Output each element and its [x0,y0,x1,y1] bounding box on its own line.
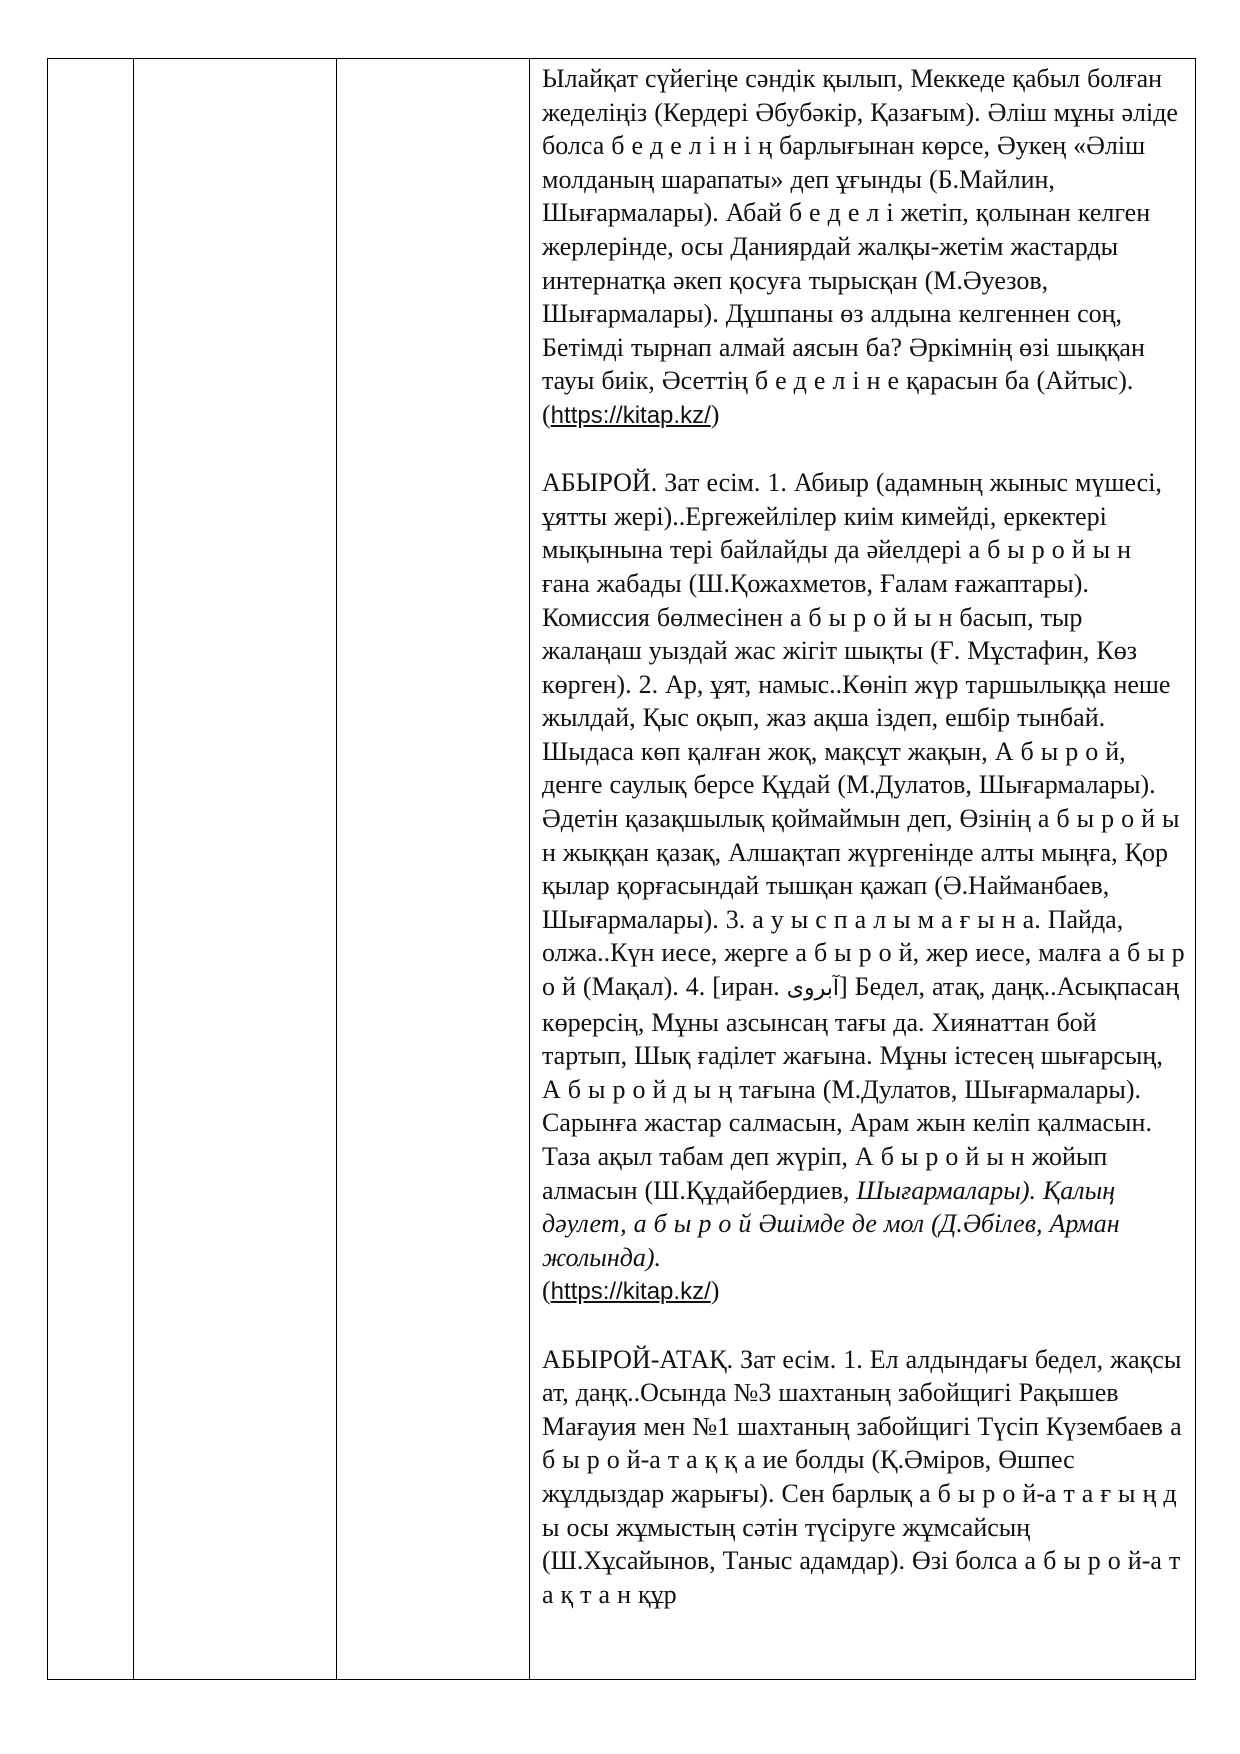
empty-cell-1 [48,59,134,1680]
entry-bedel: Ылайқат сүйегіңе сәндік қылып, Меккеде қабыл болған жеделіңіз (Кердері Әбубәкір, Қазағым). Әліш мұны әліде болса б е д е л і н і ң барлығынан көрсе, Әукең «Әліш молданың шарапаты» деп ұғынды (Б.Майлин, Шығармалары). Абай б е д е л і жетіп, қолынан келген жерлерінде, осы Даниярдай жалқы-жетім жастарды интернатқа әкеп қосуға тырысқан (М.Әуезов, Шығармалары). Дұшпаны өз алдына келгеннен соң, Бетімді тырнап алмай аясын ба? Әркімнің өзі шыққан тауы биік, Әсеттің б е д е л і н е қарасын ба (Айтыс). (https://kitap.kz/) [542,64,1178,429]
document-table [47,58,1196,1680]
entry-abyroi-text-1: АБЫРОЙ. Зат есім. 1. Абиыр (адамның жыныс мүшесі, ұятты жері)..Ергежейлілер киім кимейді, еркектері мықынына тері байлайды да әйелдері а б ы р о й ы н ғана жабады (Ш.Қожахметов, Ғалам ғажаптары). Комиссия бөлмесінен а б ы р о й ы н басып, тыр жалаңаш уыздай жас жігіт шықты (Ғ. Мұстафин, Көз көрген). 2. Ар, ұят, намыс..Көніп жүр таршылыққа неше жылдай, Қыс оқып, жаз ақша іздеп, ешбір тынбай. Шыдаса көп қалған жоқ, мақсұт жақын, А б ы р о й, денге саулық берсе Құдай (М.Дулатов, Шығармалары). Әдетін қазақшылық қоймаймын деп, Өзінің а б ы р о й ы н жыққан қазақ, Алшақтап жүргенінде алты мыңға, Қор қылар қорғасындай тышқан қажап (Ә.Найманбаев, Шығармалары). 3. а у ы с п а л ы м а ғ ы н а. Пайда, олжа..Күн иесе, жерге а б ы р о й, жер иесе, малға а б ы р о й (Мақал). 4. [иран. [542,468,1185,1002]
arabic-word: آبروی [786,976,840,1002]
entry-abyroi-italic: Шығармалары). Қалың дәулет, а б ы р о й Әшімде де мол (Д.Әбілев, Арман жолында). [542,1175,1120,1272]
entry-abyroi: АБЫРОЙ. Зат есім. 1. Абиыр (адамның жыныс мүшесі, ұятты жері)..Ергежейлілер киім кимейді, еркектері мықынына тері байлайды да әйелдері а б ы р о й ы н ғана жабады (Ш.Қожахметов, Ғалам ғажаптары). Комиссия бөлмесінен а б ы р о й ы н басып, тыр жалаңаш уыздай жас жігіт шықты (Ғ. Мұстафин, Көз көрген). 2. Ар, ұят, намыс..Көніп жүр таршылыққа неше жылдай, Қыс оқып, жаз ақша іздеп, ешбір тынбай. Шыдаса көп қалған жоқ, мақсұт жақын, А б ы р о й, денге саулық берсе Құдай (М.Дулатов, Шығармалары). Әдетін қазақшылық қоймаймын деп, Өзінің а б ы р о й ы н жыққан қазақ, Алшақтап жүргенінде алты мыңға, Қор қылар қорғасындай тышқан қажап (Ә.Найманбаев, Шығармалары). 3. а у ы с п а л ы м а ғ ы н а. Пайда, олжа..Күн иесе, жерге а б ы р о й, жер иесе, малға а б ы р о й (Мақал). 4. [иран. آبروی] Бедел, атақ, даңқ..Асықпасаң көрерсің, Мұны азсынсаң тағы да. Хиянаттан бой тартып, Шық ғаділет жағына. Мұны істесең шығарсың, А б ы р о й д ы ң тағына (М.Дулатов, Шығармалары). Сарынға жастар салмасын, Арам жын келіп қалмасын. Таза ақыл табам деп жүріп, А б ы р о й ы н жойып алмасын (Ш.Құдайбердиев, Шығармалары). Қалың дәулет, а б ы р о й Әшімде де мол (Д.Әбілев, Арман жолында). (https://kitap.kz/) [542,468,1185,1306]
entry-abyroi-text-2: ] Бедел, атақ, даңқ..Асықпасаң көрерсің, Мұны азсынсаң тағы да. Хиянаттан бой тартып, Шық ғаділет жағына. Мұны істесең шығарсың, А б ы р о й д ы ң тағына (М.Дулатов, Шығармалары). Сарынға жастар салмасын, Арам жын келіп қалмасын. Таза ақыл табам деп жүріп, А б ы р о й ы н жойып алмасын (Ш.Құдайбердиев, [542,972,1180,1205]
text-cell [530,59,1196,1680]
table-row [48,59,1196,1680]
entry-abyroi-atak-text: АБЫРОЙ-АТАҚ. Зат есім. 1. Ел алдындағы бедел, жақсы ат, даңқ..Осында №3 шахтаның забойщигі Рақышев Мағауия мен №1 шахтаның забойщигі Түсіп Күзембаев а б ы р о й-а т а қ қ а ие болды (Қ.Әміров, Өшпес жұлдыздар жарығы). Сен барлық а б ы р о й-а т а ғ ы ң д ы осы жұмыстың сәтін түсіруге жұмсайсың (Ш.Хұсайынов, Таныс адамдар). Өзі болса а б ы р о й-а т а қ т а н құр [542,1344,1182,1609]
entry-abyroi-atak [542,1343,1185,1612]
kitap-link-1[interactable]: https://kitap.kz/ [550,401,711,429]
kitap-link-2[interactable]: https://kitap.kz/ [550,1278,711,1306]
empty-cell-2 [134,59,337,1680]
empty-cell-3 [337,59,530,1680]
entry-bedel-text: Ылайқат сүйегіңе сәндік қылып, Меккеде қабыл болған жеделіңіз (Кердері Әбубәкір, Қазағым). Әліш мұны әліде болса б е д е л і н і ң барлығынан көрсе, Әукең «Әліш молданың шарапаты» деп ұғынды (Б.Майлин, Шығармалары). Абай б е д е л і жетіп, қолынан келген жерлерінде, осы Даниярдай жалқы-жетім жастарды интернатқа әкеп қосуға тырысқан (М.Әуезов, Шығармалары). Дұшпаны өз алдына келгеннен соң, Бетімді тырнап алмай аясын ба? Әркімнің өзі шыққан тауы биік, Әсеттің б е д е л і н е қарасын ба (Айтыс). [542,64,1178,396]
